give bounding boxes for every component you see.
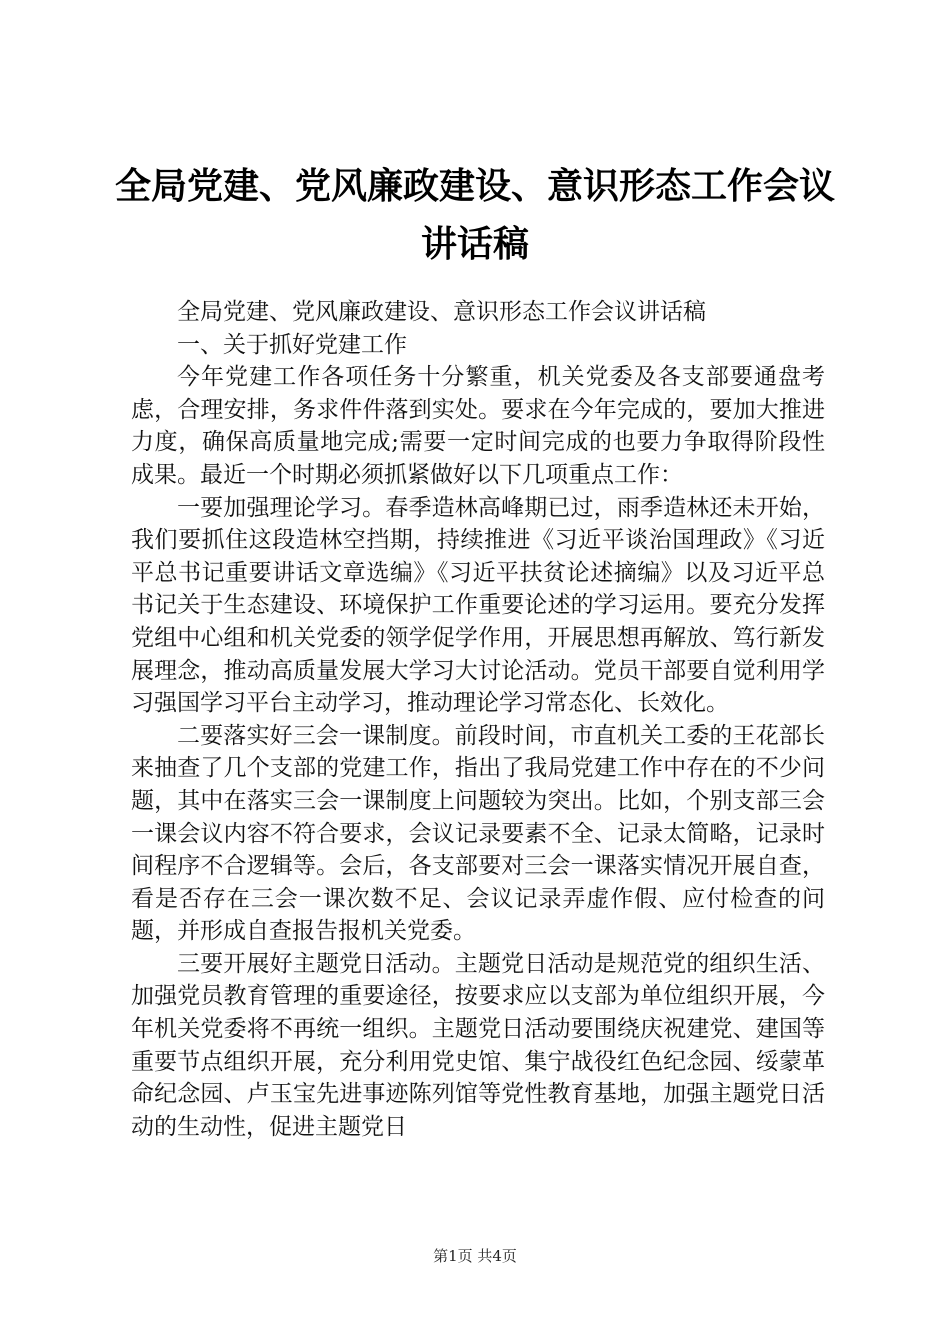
document-body xyxy=(131,296,825,1143)
paragraph-heading: 全局党建、党风廉政建设、意识形态工作会议讲话稿 xyxy=(177,299,706,325)
paragraph: 一要加强理论学习。春季造林高峰期已过，雨季造林还未开始，我们要抓住这段造林空挡期，持续推进《习近平谈治国理政》《习近平总书记重要讲话文章选编》《习近平扶贫论述摘编》以及习近平总书记关于生态建设、环境保护工作重要论述的学习运用。要充分发挥党组中心组和机关党委的领学促学作用，开展思想再解放、笃行新发展理念，推动高质量发展大学习大讨论活动。党员干部要自觉利用学习强国学习平台主动学习，推动理论学习常态化、长效化。 xyxy=(131,494,825,717)
page-number-footer: 第1页 共4页 xyxy=(433,1247,517,1265)
paragraph: 二要落实好三会一课制度。前段时间，市直机关工委的王花部长来抽查了几个支部的党建工作，指出了我局党建工作中存在的不少问题，其中在落实三会一课制度上问题较为突出。比如，个别支部三会一课会议内容不符合要求，会议记录要素不全、记录太简略，记录时间程序不合逻辑等。会后，各支部要对三会一课落实情况开展自查，看是否存在三会一课次数不足、会议记录弄虚作假、应付检查的问题，并形成自查报告报机关党委。 xyxy=(131,722,825,945)
paragraph: 三要开展好主题党日活动。主题党日活动是规范党的组织生活、加强党员教育管理的重要途径，按要求应以支部为单位组织开展，今年机关党委将不再统一组织。主题党日活动要围绕庆祝建党、建国等重要节点组织开展，充分利用党史馆、集宁战役红色纪念园、绥蒙革命纪念园、卢玉宝先进事迹陈列馆等党性教育基地，加强主题党日活动的生动性，促进主题党日 xyxy=(131,950,825,1140)
section-heading: 一、关于抓好党建工作 xyxy=(177,331,407,358)
document-title: 全局党建、党风廉政建设、意识形态工作会议讲话稿 xyxy=(114,166,835,265)
paragraph: 今年党建工作各项任务十分繁重，机关党委及各支部要通盘考虑，合理安排，务求件件落到实处。要求在今年完成的，要加大推进力度，确保高质量地完成;需要一定时间完成的也要力争取得阶段性成果。最近一个时期必须抓紧做好以下几项重点工作： xyxy=(131,364,825,488)
